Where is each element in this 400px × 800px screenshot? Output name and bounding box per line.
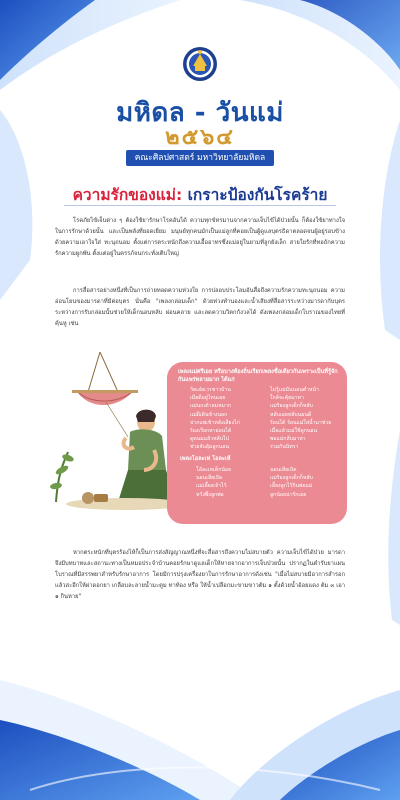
poem-line: หลับเอยหลับนอนดี [270, 411, 312, 418]
paragraph-text: หากตระหนักที่บุตรร้องไห้ก็เป็นการส่งสัญญาณหนึ่งที่จะสื่อสารถึงความไม่สบายตัว ความเจ็บไข้ได้ป่วย มารดาจึงมีบทบาทและสถานะทางเป็นหมอประจำบ้านคอยรักษาดูแลเด็กให้หายจากอาการเจ็บป่วยนั้น ปรากฏในตำรับยาแผนโบราณที่มีสรรพยาสำหรับรักษาอาการ โดยมีการปรุงเครื่องยาในการรักษาอาการดังเช่น "เมื่อไม่สบายมีอาการสำรอกแล้วสะอึกให้ผ่าดอกยา เกลือบละลายน้ำมะตูม ทาท้อง หรือ ให้น้ำเปลือกมะขามขาวต้ม ๑ ตั้งด้วยน้ำอ้อยแดง ต้ม ๓ เอา ๑ กินหาย" [55, 550, 345, 600]
poem-line: เลี้ยงลูกไว้กินพ่อแม่ [270, 483, 313, 490]
poem-line: ดูดนมแล้วหลับไป [190, 436, 229, 443]
lullaby-song1-column2 [270, 386, 342, 452]
poem-line: แม่ร้องลูกเด็กก็หลับ [270, 403, 313, 410]
paragraph-remedy [55, 548, 345, 603]
lullaby-song2-column2 [270, 466, 342, 499]
lullaby-song2-title: เพลงโอละเห่ โอละเห้ [180, 456, 231, 462]
poem-line: แม่เลี้ยงเจ้าไว้ [196, 483, 227, 490]
paragraph-text: การสื่อสารอย่างหนึ่งที่เป็นการถ่ายทอดความห่วงใย การปลอบประโลมอันสื่อถึงความรักความทะนุถนอม ความอ่อนโยนของมารดาที่มีต่อบุตร นั่นคือ "เพลงกล่อมเด็ก" ด้วยท่วงทำนองและน้ำเสียงที่สื่อสารระหว่างมารดากับบุตรระหว่างการรับกล่อมนั้นช่วยให้เด็กนอนหลับ ผ่อนคลาย และลดความวิตกกังวลได้ ดังเพลงกล่อมเด็กโบราณของไทยที่คุ้นหู เช่น [55, 288, 345, 327]
poem-line: ร้อนได้ ร้อนแม่ใส่น้ำมาช่วย [270, 419, 332, 426]
poem-line: แม่ผีเดินข้างนอก [190, 411, 228, 418]
paragraph-intro [55, 216, 345, 260]
headline-blue-part: เกราะป้องกันโรคร้าย [187, 186, 328, 204]
paragraph-lullaby [55, 286, 345, 330]
university-crest-logo [182, 44, 218, 84]
poem-line: ช่วยจับอุ้มลูกนอน [190, 444, 229, 451]
article-headline [0, 182, 400, 207]
poem-line: แม่ร้องลูกเด็กก็หลับ [270, 475, 313, 482]
poem-line: ร่วมกันนิทรา [270, 444, 299, 451]
poem-line: ไม่รู้แม่มันนอนตำหน้า [270, 387, 319, 393]
poem-line: เมื่อแล้วแม่ใช้ลูกนอน [270, 428, 318, 435]
poem-line: นอนเสียเถิด [196, 475, 223, 482]
poem-line: เมียดีอยู่ไหนเอย [190, 395, 226, 402]
poem-line: ใกล้จะคุ้ยมาหา [270, 395, 304, 402]
lullaby-song2-column1 [196, 466, 266, 499]
lullaby-song1-column1 [190, 386, 262, 452]
poem-line: ปากแพเข้าหลังเสียงไก่ [190, 419, 240, 426]
lullaby-intro: เพลงแม่ศรีเอย หรือบางท้องถิ่นเรียกเพลงชื่อเดียวกันเพราะเป็นที่รู้จักกันแพร่หลายมาก ได้แก่ [178, 369, 338, 383]
poem-line: โอ้ละเหเด็กน้อย [196, 467, 232, 473]
headline-red-part: ความรักของแม่: [72, 186, 183, 204]
poem-line: วัดเอ๋ยเวรชาวบ้าน [190, 387, 231, 393]
year-label: ๒๕๖๔ [165, 125, 235, 150]
poem-line: พอแม่กลับมาหา [270, 436, 306, 443]
page-title: มหิดล - วันแม่ [116, 98, 284, 128]
faculty-name: คณะศิลปศาสตร์ มหาวิทยาลัยมหิดล [134, 153, 266, 163]
paragraph-text: โรคภัยไข้เจ็บต่าง ๆ ต้องใช้ยารักษาโรคอันได้ ความทุกข์ทรมานจากความเจ็บไข้ได้ป่วยนั้น ก็ต้องใช้ยาทางใจในการรักษาด้วยนั้น และเป็นพลังที่ยอดเยี่ยม มนุษย์ทุกคนมักเป็นแม่ลูกที่คอยเป็นผู้ดูแลบุตรธิดาตลอดจนผู้อยู่รอบข้างด้วยความเอาใจใส่ ทะนุถนอม ตั้งแต่การตระหนักถึงความเอื้ออาทรซึ่งแม่อยู่ในยามที่ลูกยังเล็ก สายใยรักที่ทอถักความรักความผูกพัน ตั้งแต่อยู่ในครรภ์จนกระทั่งเติบใหญ่ [55, 218, 345, 257]
poem-line: ร้องเรียกหาอ่อนได้ [190, 428, 232, 435]
headline-divider [64, 205, 336, 206]
poem-line: แม่นกเด้าลมหมาก [190, 403, 231, 410]
poem-line: หวังพึ่งลูกพ่อ [196, 491, 224, 498]
poem-line: ลูกน้อยน่ารักเอย [270, 491, 307, 498]
poem-line: นอนเสียเถิด [270, 467, 297, 473]
